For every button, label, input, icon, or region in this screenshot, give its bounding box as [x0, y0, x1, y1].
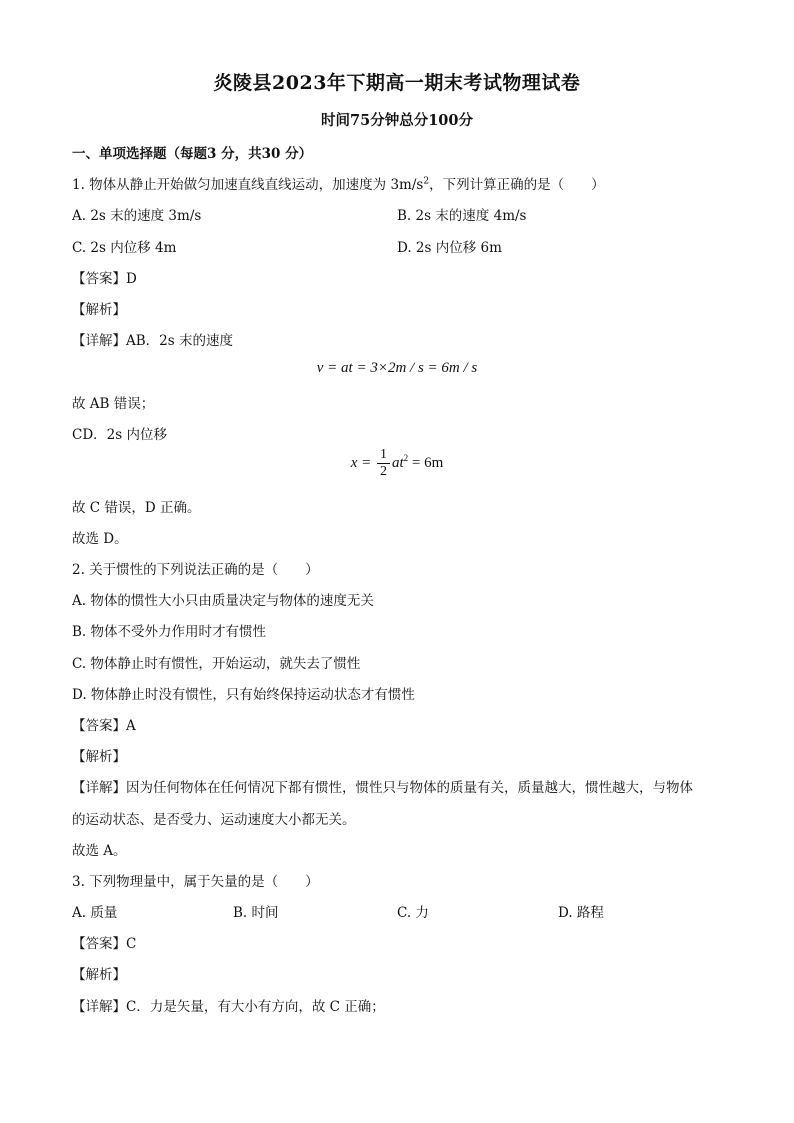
question-3-detail: 【详解】C．力是矢量，有大小有方向，故 C 正确； — [72, 999, 385, 1015]
question-1-formula-velocity — [0, 360, 794, 377]
question-1-option-b: B. 2s 末的速度 4m/s — [397, 208, 527, 224]
question-1-formula-displacement — [0, 447, 794, 480]
question-1-stem — [72, 173, 605, 193]
question-2-option-a: A. 物体的惯性大小只由质量决定与物体的速度无关 — [72, 593, 374, 609]
question-1-conclusion-cd: 故 C 错误，D 正确。 — [72, 500, 201, 516]
formula-velocity-text: v = at = 3×2m / s = 6m / s — [316, 360, 478, 376]
fraction-numerator: 1 — [377, 447, 390, 464]
section-heading: 一、单项选择题（每题3 分，共30 分） — [72, 146, 313, 162]
question-1-detail-ab: 【详解】AB．2s 末的速度 — [72, 333, 233, 349]
question-1-option-d: D. 2s 内位移 6m — [397, 240, 502, 256]
question-3-stem: 3. 下列物理量中，属于矢量的是（ ） — [72, 874, 319, 890]
question-3-option-c: C. 力 — [397, 905, 429, 921]
question-1-analysis: 【解析】 — [72, 302, 126, 318]
question-3-option-a: A. 质量 — [72, 905, 118, 921]
formula-mid: at — [391, 454, 404, 471]
question-2-option-d: D. 物体静止时没有惯性，只有始终保持运动状态才有惯性 — [72, 687, 415, 703]
question-1-final: 故选 D。 — [72, 531, 128, 547]
question-1-answer: 【答案】D — [72, 271, 137, 287]
formula-lhs: x = — [350, 454, 372, 471]
question-2-analysis: 【解析】 — [72, 749, 126, 765]
question-1-option-a: A. 2s 末的速度 3m/s — [72, 208, 202, 224]
question-3-option-d: D. 路程 — [558, 905, 604, 921]
question-1-stem-sup: 2 — [423, 176, 430, 187]
formula-exponent: 2 — [403, 452, 409, 463]
question-2-final: 故选 A。 — [72, 843, 127, 859]
fraction-denominator: 2 — [379, 464, 387, 479]
question-3-answer: 【答案】C — [72, 936, 137, 952]
question-2-detail-line-2: 的运动状态、是否受力、运动速度大小都无关。 — [72, 812, 356, 828]
question-1-stem-text: 1. 物体从静止开始做匀加速直线直线运动，加速度为 3m/s — [72, 177, 424, 193]
question-2-detail-line-1: 【详解】因为任何物体在任何情况下都有惯性，惯性只与物体的质量有关，质量越大，惯性越大，与物体 — [72, 780, 693, 796]
question-3-analysis: 【解析】 — [72, 967, 126, 983]
question-1-detail-cd: CD．2s 内位移 — [72, 427, 167, 443]
formula-rhs: = 6m — [411, 454, 444, 471]
question-2-stem: 2. 关于惯性的下列说法正确的是（ ） — [72, 562, 319, 578]
formula-fraction — [377, 447, 390, 480]
question-3-option-b: B. 时间 — [233, 905, 279, 921]
question-1-stem-tail: ，下列计算正确的是（ ） — [429, 177, 605, 193]
exam-subtitle: 时间75分钟总分100分 — [321, 112, 473, 129]
question-2-answer: 【答案】A — [72, 718, 136, 734]
question-2-option-b: B. 物体不受外力作用时才有惯性 — [72, 624, 267, 640]
question-1-conclusion-ab: 故 AB 错误； — [72, 396, 155, 412]
question-1-option-c: C. 2s 内位移 4m — [72, 240, 177, 256]
exam-title: 炎陵县2023年下期高一期末考试物理试卷 — [213, 72, 581, 94]
question-2-option-c: C. 物体静止时有惯性，开始运动，就失去了惯性 — [72, 656, 361, 672]
